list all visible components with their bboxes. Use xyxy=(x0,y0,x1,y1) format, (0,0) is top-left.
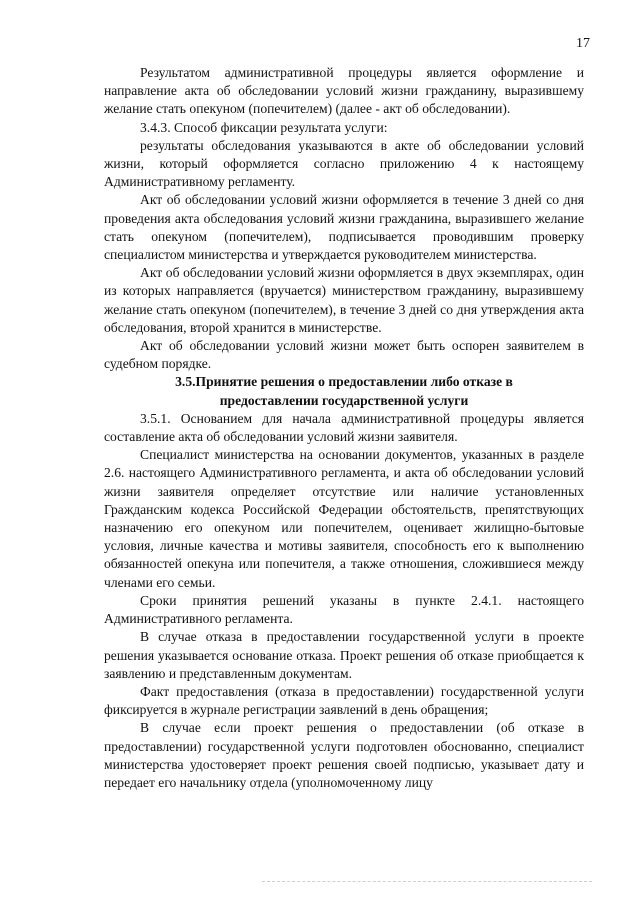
paragraph: 3.5.1. Основанием для начала административной процедуры является составление акта об обследовании условий жизни заявителя. xyxy=(104,410,584,445)
paragraph: 3.4.3. Способ фиксации результата услуги: xyxy=(140,119,388,135)
paragraph: В случае отказа в предоставлении государственной услуги в проекте решения указывается основание отказа. Проект решения об отказе приобщается к заявлению и представленным документам. xyxy=(104,629,584,681)
paragraph: Акт об обследовании условий жизни оформляется в течение 3 дней со дня проведения акта обследования условий жизни гражданина, выразившего желание стать опекуном (попечителем), подписывается проводившим проверку специалистом министерства и утверждается руководителем министерства. xyxy=(104,192,584,263)
paragraph: Результатом административной процедуры является оформление и направление акта об обследовании условий жизни гражданину, выразившему желание стать опекуном (попечителем) (далее - акт об обследовании). xyxy=(104,65,584,117)
paragraph: результаты обследования указываются в акте об обследовании условий жизни, который оформляется согласно приложению 4 к настоящему Административному регламенту. xyxy=(104,137,584,190)
paragraph: Акт об обследовании условий жизни оформляется в двух экземплярах, один из которых направляется (вручается) министерством гражданину, выразившему желание стать опекуном (попечителем), в течение 3 дней со дня утверждения акта обследования, второй хранится в министерстве. xyxy=(104,265,584,335)
paragraph: Специалист министерства на основании документов, указанных в разделе 2.6. настоящего Административного регламента, и акта об обследовании условий жизни заявителя определяет отсутствие или наличие установленных Гражданским кодекса Российской Федерации обстоятельств, препятствующих назначению его опекуном или попечителем, оценивает жилищно-бытовые условия, личные качества и мотивы заявителя, способность его к выполнению обязанностей опекуна или попечителя, а также отношения, сложившиеся между членами его семьи. xyxy=(104,447,584,590)
paragraph: В случае если проект решения о предоставлении (об отказе в предоставлении) государственной услуги подготовлен обоснованно, специалист министерства удостоверяет проект решения своей подписью, указывает дату и передает его начальнику отдела (уполномоченному лицу xyxy=(104,720,584,790)
section-heading: 3.5.Принятие решения о предоставлении либо отказе в предоставлении государственной услуги xyxy=(175,374,513,408)
paragraph: Сроки принятия решений указаны в пункте 2.4.1. настоящего Административного регламента. xyxy=(104,592,584,627)
paragraph: Акт об обследовании условий жизни может быть оспорен заявителем в судебном порядке. xyxy=(104,338,584,372)
scan-artifact-line xyxy=(262,881,592,883)
document-body xyxy=(104,64,584,792)
page-number: 17 xyxy=(576,36,590,51)
paragraph: Факт предоставления (отказа в предоставлении) государственной услуги фиксируется в журнале регистрации заявлений в день обращения; xyxy=(104,683,584,718)
